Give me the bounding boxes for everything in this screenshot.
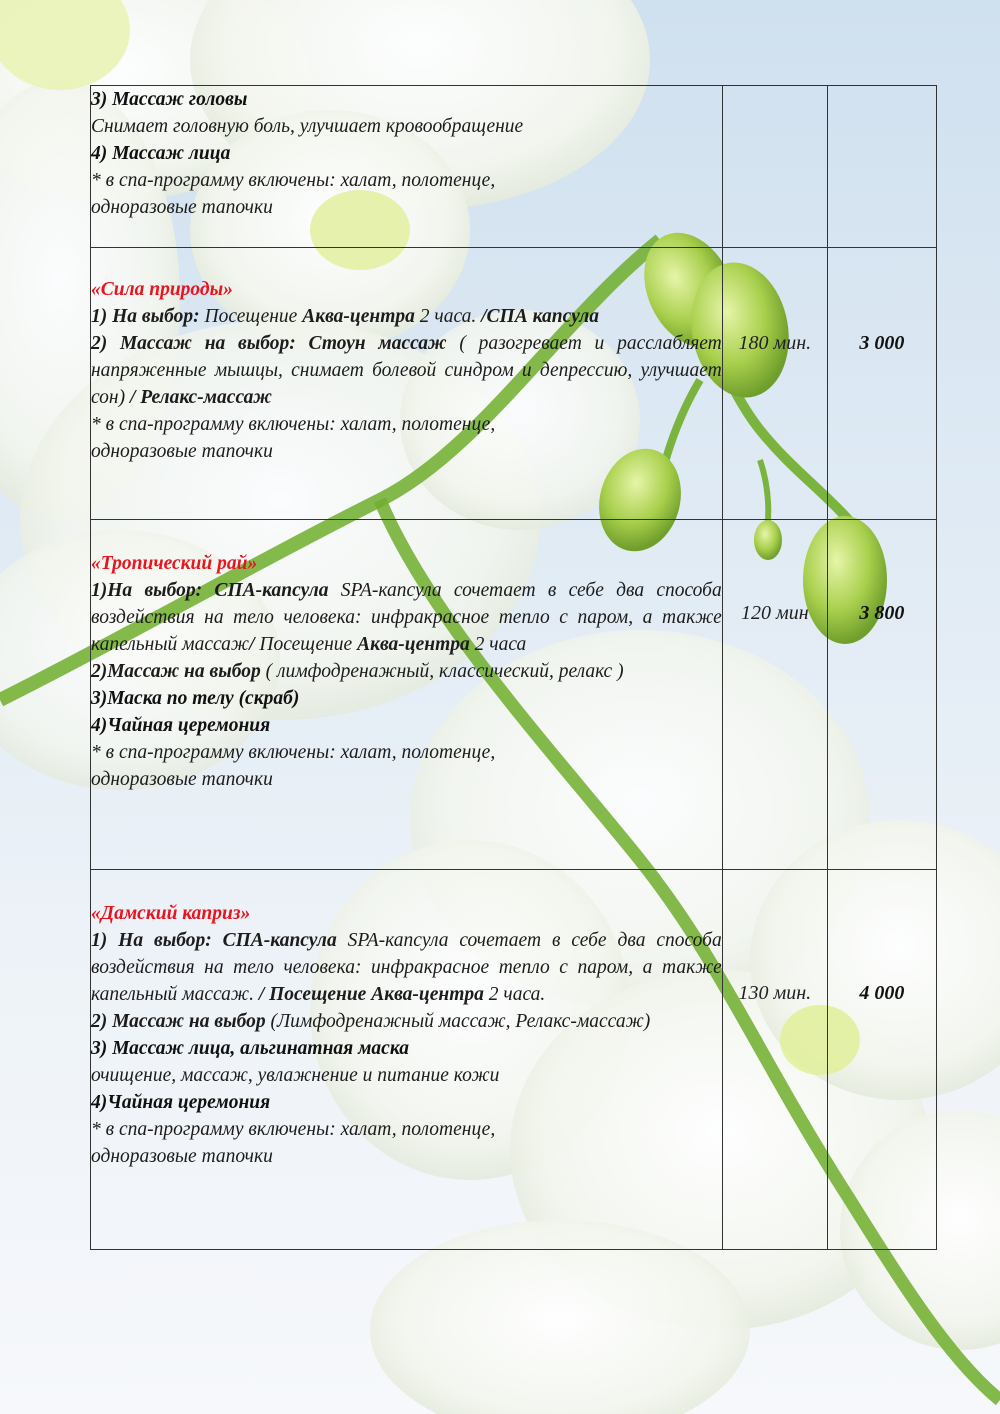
table-row [91,248,937,520]
included-note: * в спа-программу включены: халат, полотенце, [91,414,496,435]
list-item: 1)На выбор: СПА-капсула SPA-капсула сочетает в себе два способа воздействия на тело человека: инфракрасное тепло с паром, а также капельный массаж/ Посещение Аква-центра 2 часа [91,580,722,655]
table-row [91,520,937,870]
program-price: 4 000 [827,870,936,1250]
table-row [91,86,937,248]
program-description [91,520,723,870]
included-note: одноразовые тапочки [91,441,273,462]
list-item: 1) На выбор: СПА-капсула SPA-капсула сочетает в себе два способа воздействия на тело человека: инфракрасное тепло с паром, а также капельный массаж. / Посещение Аква-центра 2 часа. [91,930,722,1005]
list-item: 2) Массаж на выбор: Стоун массаж ( разогревает и расслабляет напряженные мышцы, снимает болевой синдром и депрессию, улучшает сон) / Релакс-массаж [91,333,722,408]
program-title: «Дамский каприз» [91,903,251,924]
spa-program-table [90,85,937,1250]
program-duration: 120 мин [722,520,827,870]
program-duration: 180 мин. [722,248,827,520]
included-note: * в спа-программу включены: халат, полотенце, [91,1119,496,1140]
table-row [91,870,937,1250]
program-price: 3 800 [827,520,936,870]
list-item: 2)Массаж на выбор ( лимфодренажный, классический, релакс ) [91,661,624,682]
program-title: «Сила природы» [91,279,233,300]
program-description [91,870,723,1250]
included-note: одноразовые тапочки [91,1146,273,1167]
program-price: 3 000 [827,248,936,520]
list-item: Снимает головную боль, улучшает кровообращение [91,116,524,137]
list-item: 3) Массаж лица, альгинатная маска [91,1038,409,1059]
list-item: 3)Маска по телу (скраб) [91,688,300,709]
list-item: 3) Массаж головы [91,89,248,110]
included-note: * в спа-программу включены: халат, полотенце, [91,742,496,763]
program-description [91,248,723,520]
list-item: 4)Чайная церемония [91,715,271,736]
list-item: 1) На выбор: Посещение Аква-центра 2 часа. /СПА капсула [91,306,600,327]
program-description [91,86,723,248]
list-item-description: очищение, массаж, увлажнение и питание кожи [91,1065,500,1086]
program-price [827,86,936,248]
list-item: 2) Массаж на выбор (Лимфодренажный массаж, Релакс-массаж) [91,1011,651,1032]
program-duration: 130 мин. [722,870,827,1250]
program-title: «Тропический рай» [91,553,258,574]
list-item: 4) Массаж лица [91,143,231,164]
included-note: * в спа-программу включены: халат, полотенце, [91,170,496,191]
included-note: одноразовые тапочки [91,769,273,790]
included-note: одноразовые тапочки [91,197,273,218]
list-item: 4)Чайная церемония [91,1092,271,1113]
program-duration [722,86,827,248]
